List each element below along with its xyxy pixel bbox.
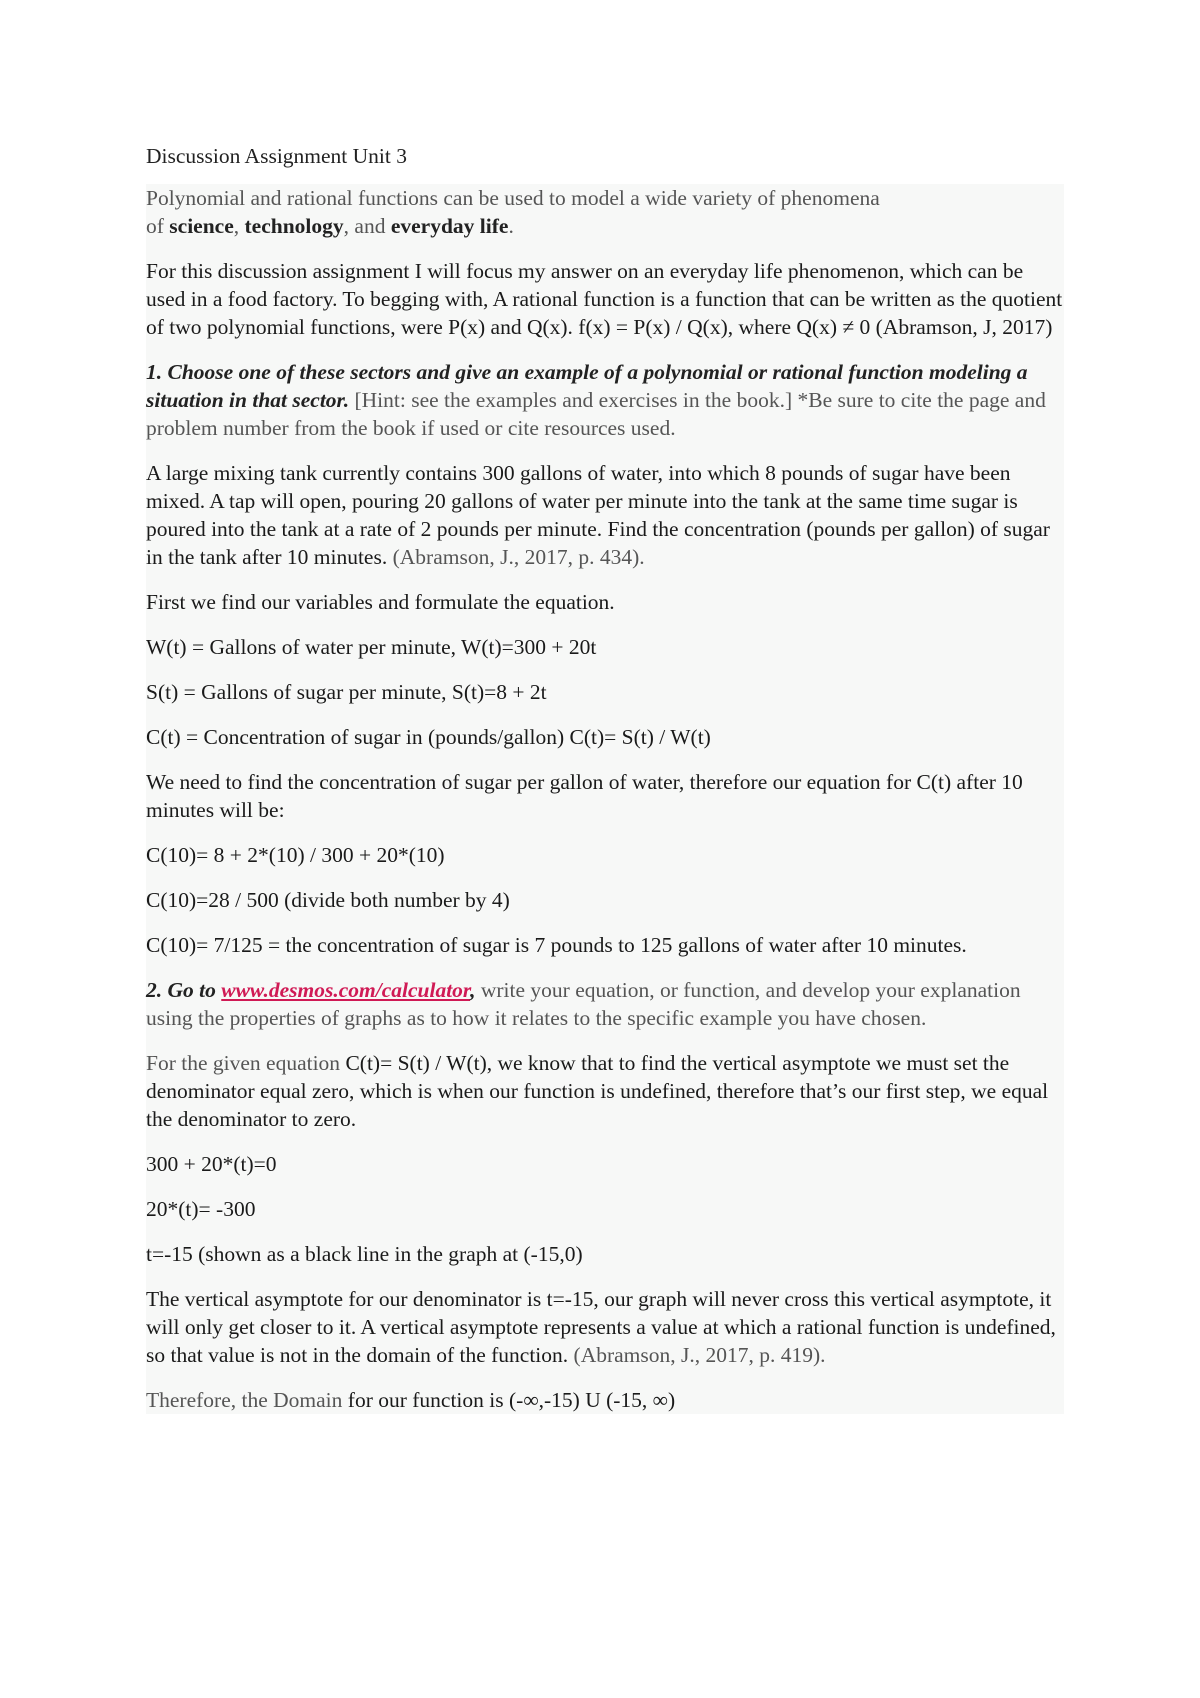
asymptote-paragraph <box>146 1049 1064 1133</box>
intro-comma: , <box>233 214 245 238</box>
tank-citation: (Abramson, J., 2017, p. 434). <box>387 545 645 569</box>
equation-c10-step1: C(10)= 8 + 2*(10) / 300 + 20*(10) <box>146 843 445 867</box>
document-title: Discussion Assignment Unit 3 <box>146 144 408 168</box>
vertical-asymptote-text: The vertical asymptote for our denominator is t=-15, our graph will never cross this vertical asymptote, it will only get closer to it. A vertical asymptote represents a value at which a rational function is undefined, so that value is not in the domain of the function. <box>146 1287 1056 1367</box>
concentration-explanation: We need to find the concentration of sugar per gallon of water, therefore our equation for C(t) after 10 minutes will be: <box>146 770 1023 822</box>
intro-line: Polynomial and rational functions can be used to model a wide variety of phenomena <box>146 186 880 210</box>
intro-paragraph <box>146 184 1064 240</box>
equation-denominator-3: t=-15 (shown as a black line in the graph at (-15,0) <box>146 1242 583 1266</box>
shaded-body <box>146 184 1064 1414</box>
everyday-life-term: everyday life <box>390 214 509 238</box>
intro-end: . <box>508 214 514 238</box>
variables-intro: First we find our variables and formulate the equation. <box>146 590 615 614</box>
desmos-link[interactable]: www.desmos.com/calculator <box>221 978 471 1002</box>
vertical-asymptote-citation: (Abramson, J., 2017, p. 419). <box>568 1343 826 1367</box>
equation-concentration: C(t) = Concentration of sugar in (pounds/gallon) C(t)= S(t) / W(t) <box>146 725 711 749</box>
domain-paragraph <box>146 1386 1064 1414</box>
equation-denominator-2: 20*(t)= -300 <box>146 1197 256 1221</box>
document-body <box>146 142 1064 1414</box>
asymptote-text: C(t)= S(t) / W(t), we know that to find the vertical asymptote we must set the denominator equal zero, which is when our function is undefined, therefore that’s our first step, we equal the denominator to zero. <box>146 1051 1049 1131</box>
equation-denominator-1: 300 + 20*(t)=0 <box>146 1152 277 1176</box>
equation-sugar: S(t) = Gallons of sugar per minute, S(t)=8 + 2t <box>146 680 547 704</box>
tank-problem-text: A large mixing tank currently contains 300 gallons of water, into which 8 pounds of sugar have been mixed. A tap will open, pouring 20 gallons of water per minute into the tank at the same time sugar is poured into the tank at a rate of 2 pounds per minute. Find the concentration (pounds per gallon) of sugar in the tank after 10 minutes. <box>146 461 1050 569</box>
science-term: science <box>169 214 234 238</box>
tank-problem-paragraph <box>146 459 1064 571</box>
question-1-prompt: 1. Choose one of these sectors and give an example of a polynomial or rational function modeling a situation in that sector. <box>146 360 1028 412</box>
asymptote-lead: For the given equation <box>146 1051 346 1075</box>
vertical-asymptote-paragraph <box>146 1285 1064 1369</box>
intro-and: , and <box>343 214 391 238</box>
question-2-instructions: write your equation, or function, and develop your explanation using the properties of graphs as to how it relates to the specific example you have chosen. <box>146 978 1021 1030</box>
intro-of: of <box>146 214 170 238</box>
focus-paragraph: For this discussion assignment I will focus my answer on an everyday life phenomenon, which can be used in a food factory. To begging with, A rational function is a function that can be written as the quotient of two polynomial functions, were P(x) and Q(x). f(x) = P(x) / Q(x), where Q(x) ≠ 0 (Abramson, J, 2017) <box>146 259 1063 339</box>
technology-term: technology <box>244 214 344 238</box>
question-1-hint: [Hint: see the examples and exercises in the book.] *Be sure to cite the page and problem number from the book if used or cite resources used. <box>146 388 1046 440</box>
equation-c10-result: C(10)= 7/125 = the concentration of sugar is 7 pounds to 125 gallons of water after 10 minutes. <box>146 933 967 957</box>
domain-lead: Therefore, the Domain <box>146 1388 348 1412</box>
domain-text: for our function is (-∞,-15) U (-15, ∞) <box>347 1388 676 1412</box>
equation-c10-step2: C(10)=28 / 500 (divide both number by 4) <box>146 888 510 912</box>
question-2-prefix: 2. Go to <box>146 978 222 1002</box>
question-2-comma: , <box>470 978 476 1002</box>
question-2 <box>146 976 1064 1032</box>
question-1 <box>146 358 1064 442</box>
equation-water: W(t) = Gallons of water per minute, W(t)=300 + 20t <box>146 635 597 659</box>
